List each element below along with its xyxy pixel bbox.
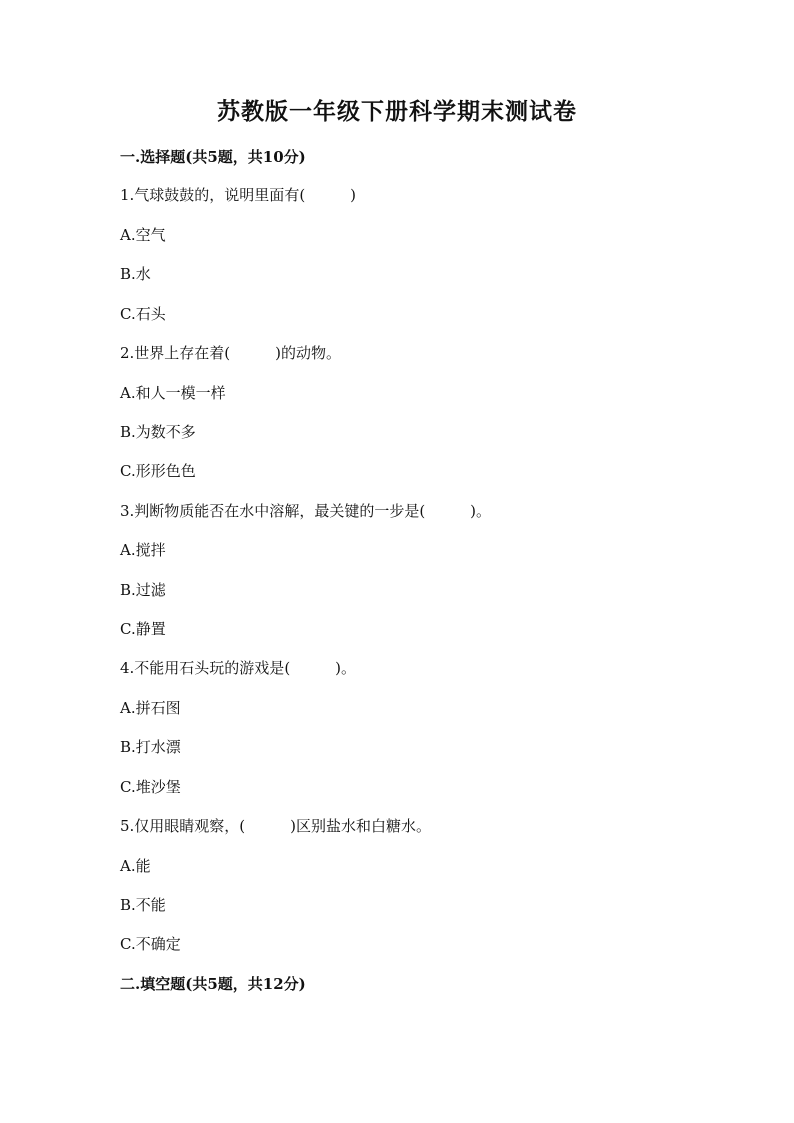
question-5-stem: 5.仅用眼睛观察，( )区别盐水和白糖水。 xyxy=(120,817,432,835)
section-heading-choice: 一.选择题(共5题，共10分) xyxy=(120,148,306,166)
question-5-option-a: A.能 xyxy=(120,857,151,875)
question-4-option-c: C.堆沙堡 xyxy=(120,778,181,796)
question-2-stem: 2.世界上存在着( )的动物。 xyxy=(120,344,342,362)
question-5-option-c: C.不确定 xyxy=(120,935,181,953)
question-4-option-a: A.拼石图 xyxy=(120,699,181,717)
question-1-option-b: B.水 xyxy=(120,265,151,283)
question-3-option-a: A.搅拌 xyxy=(120,541,166,559)
question-2-option-c: C.形形色色 xyxy=(120,462,196,480)
question-5-option-b: B.不能 xyxy=(120,896,166,914)
question-2-option-a: A.和人一模一样 xyxy=(120,384,226,402)
question-1-option-c: C.石头 xyxy=(120,305,166,323)
section-heading-fill-in: 二.填空题(共5题，共12分) xyxy=(120,975,306,993)
question-1-option-a: A.空气 xyxy=(120,226,166,244)
page-title: 苏教版一年级下册科学期末测试卷 xyxy=(217,98,577,125)
question-1-stem: 1.气球鼓鼓的，说明里面有( ) xyxy=(120,186,357,204)
question-4-option-b: B.打水漂 xyxy=(120,738,181,756)
question-4-stem: 4.不能用石头玩的游戏是( )。 xyxy=(120,659,357,677)
question-3-option-b: B.过滤 xyxy=(120,581,166,599)
question-3-option-c: C.静置 xyxy=(120,620,166,638)
question-2-option-b: B.为数不多 xyxy=(120,423,196,441)
question-3-stem: 3.判断物质能否在水中溶解，最关键的一步是( )。 xyxy=(120,502,492,520)
